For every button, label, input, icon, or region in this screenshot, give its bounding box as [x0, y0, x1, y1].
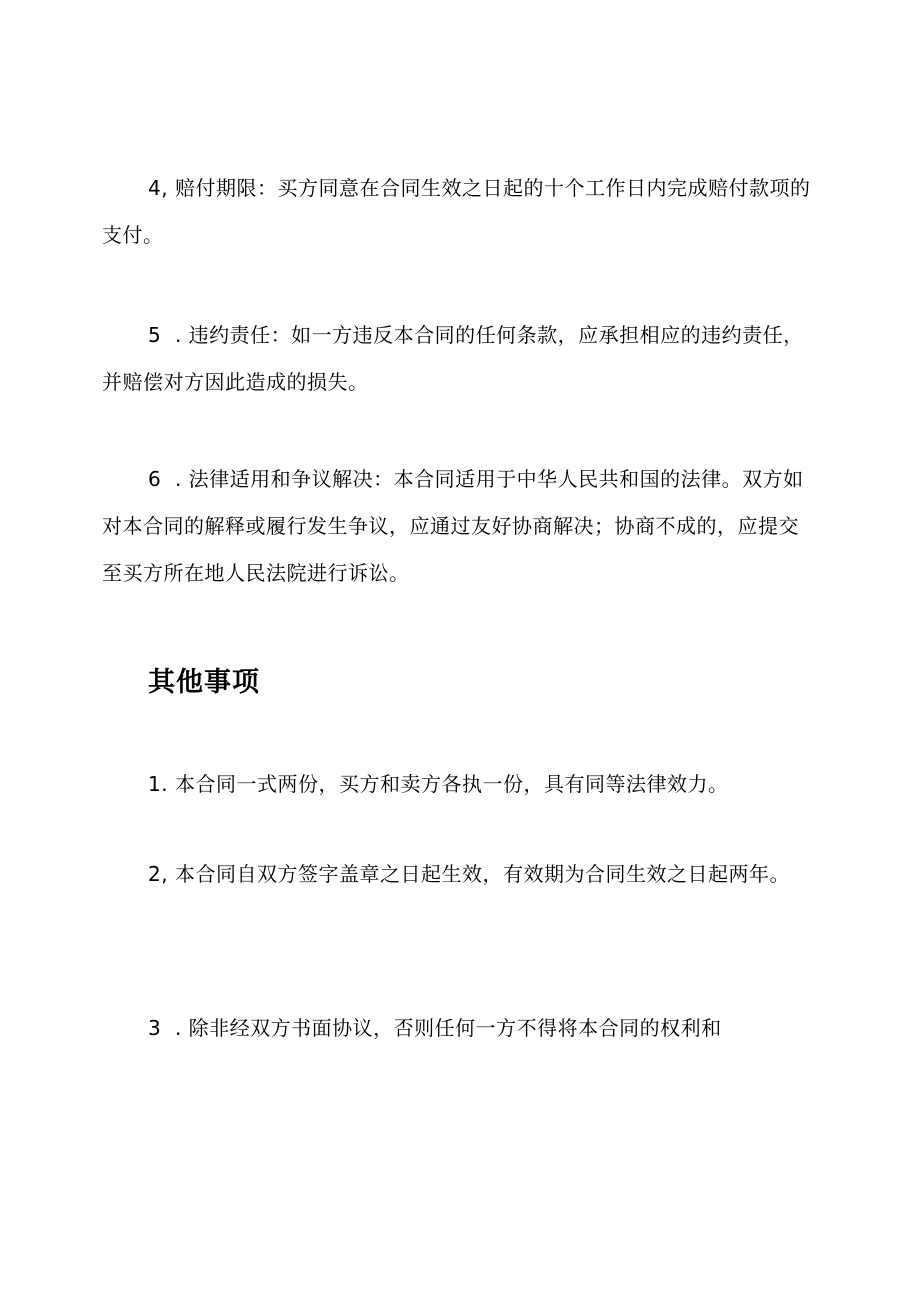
section-heading-other-items: 其他事项: [148, 667, 260, 698]
item-text: 2, 本合同自双方签字盖章之日起生效，有效期为合同生效之日起两年。: [148, 862, 790, 886]
clause-breach-liability: [102, 312, 818, 406]
other-item-assignment: [102, 1005, 818, 1052]
item-text: 1. 本合同一式两份，买方和卖方各执一份，具有同等法律效力。: [148, 772, 729, 796]
clause-text: 5 . 违约责任：如一方违反本合同的任何条款，应承担相应的违约责任，并赔偿对方因此造成的损失。: [102, 323, 804, 394]
item-text: 3 . 除非经双方书面协议，否则任何一方不得将本合同的权利和: [148, 1016, 722, 1040]
other-item-copies: [102, 761, 818, 808]
clause-text: 6 . 法律适用和争议解决：本合同适用于中华人民共和国的法律。双方如对本合同的解释或履行发生争议，应通过友好协商解决；协商不成的，应提交至买方所在地人民法院进行诉讼。: [102, 467, 804, 585]
other-item-effective-term: [102, 851, 818, 898]
clause-governing-law: [102, 456, 818, 597]
clause-payment-deadline: [102, 165, 818, 259]
clause-text: 4, 赔付期限：买方同意在合同生效之日起的十个工作日内完成赔付款项的支付。: [102, 176, 811, 247]
